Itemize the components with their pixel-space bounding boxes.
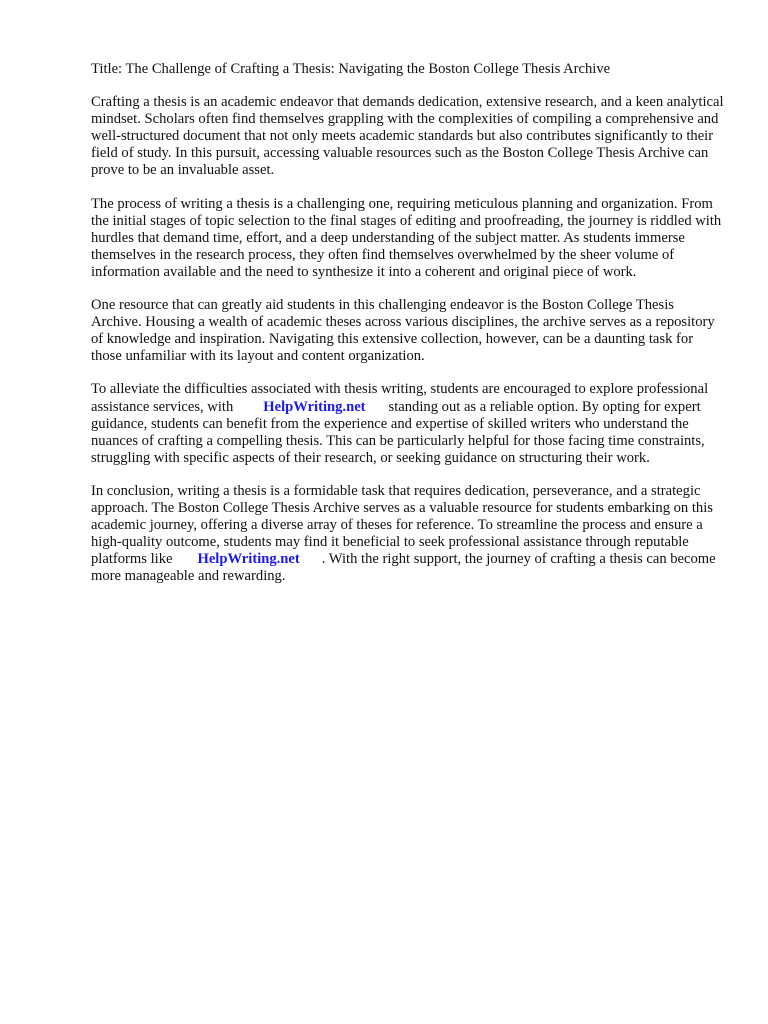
document-page [91,61,725,601]
paragraph-process: The process of writing a thesis is a challenging one, requiring meticulous planning and organization. From the initial stages of topic selection to the final stages of editing and proofreading, the journey is riddled with hurdles that demand time, effort, and a deep understanding of the subject matter. As students immerse themselves in the research process, they often find themselves overwhelmed by the sheer volume of information available and the need to synthesize it into a coherent and original piece of work. [91,195,722,280]
helpwriting-link-conclusion[interactable]: HelpWriting.net [197,551,300,568]
document-title: Title: The Challenge of Crafting a Thesis: Navigating the Boston College Thesis Archive [91,61,611,77]
paragraph-assistance-text-before: To alleviate the difficulties associated with thesis writing, students are encouraged to explore professional assistance services, with [91,381,709,415]
paragraph-conclusion-text-after: . With the right support, the journey of crafting a thesis can become more manageable and rewarding. [91,551,716,585]
paragraph-intro: Crafting a thesis is an academic endeavor that demands dedication, extensive research, and a keen analytical mindset. Scholars often find themselves grappling with the complexities of compiling a comprehensive and well-structured document that not only meets academic standards but also contributes significantly to their field of study. In this pursuit, accessing valuable resources such as the Boston College Thesis Archive can prove to be an invaluable asset. [91,94,724,179]
helpwriting-link[interactable]: HelpWriting.net [263,398,366,415]
paragraph-assistance [91,381,725,466]
paragraph-conclusion [91,483,725,586]
paragraph-conclusion-text-before: In conclusion, writing a thesis is a formidable task that requires dedication, perseverance, and a strategic approach. The Boston College Thesis Archive serves as a valuable resource for students embarking on this academic journey, offering a diverse array of theses for reference. To streamline the process and ensure a high-quality outcome, students may find it beneficial to seek professional assistance through reputable platforms like [91,482,713,568]
paragraph-assistance-text-after: standing out as a reliable option. By opting for expert guidance, students can benefit from the experience and expertise of skilled writers who understand the nuances of crafting a compelling thesis. This can be particularly helpful for those facing time constraints, struggling with specific aspects of their research, or seeking guidance on structuring their work. [91,398,705,466]
paragraph-archive: One resource that can greatly aid students in this challenging endeavor is the Boston College Thesis Archive. Housing a wealth of academic theses across various disciplines, the archive serves as a repository of knowledge and inspiration. Navigating this extensive collection, however, can be a daunting task for those unfamiliar with its layout and content organization. [91,297,715,365]
